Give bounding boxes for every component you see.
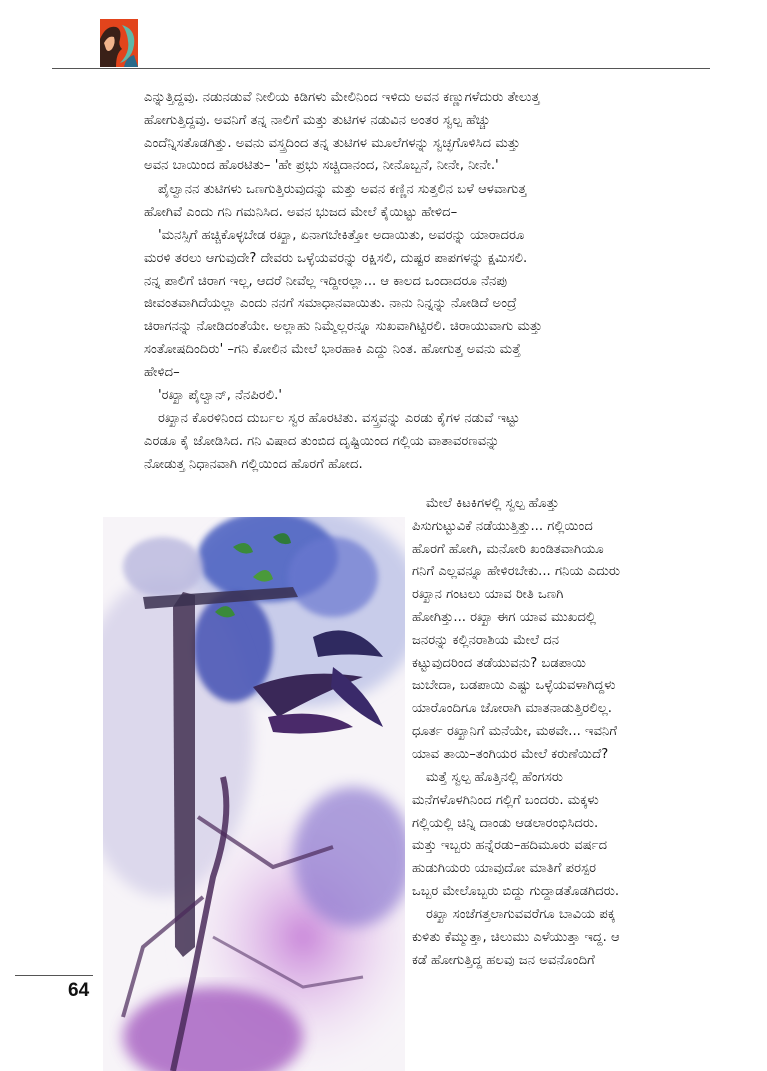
text-line: ಜುಬೇದಾ, ಬಡಪಾಯಿ ಎಷ್ಟು ಒಳ್ಳೆಯವಳಾಗಿದ್ದಳು xyxy=(412,678,616,694)
text-line: ಕಟ್ಟುವುದರಿಂದ ತಡೆಯುವನು? ಬಡಪಾಯಿ xyxy=(412,655,587,671)
text-line: ರಖ್ಖಾನ ಗಂಟಲು ಯಾವ ರೀತಿ ಒಣಗಿ xyxy=(412,587,564,603)
header-rule xyxy=(52,68,710,69)
footer-rule xyxy=(15,975,93,976)
text-line: ಯಾವ ತಾಯಿ–ತಂಗಿಯರ ಮೇಲೆ ಕರುಣೆಯಿದೆ? xyxy=(412,746,609,762)
text-line: ಹೋಗಿತ್ತು... ರಖ್ಖಾ ಈಗ ಯಾವ ಮುಖದಲ್ಲಿ xyxy=(412,609,596,625)
text-line: ಹೋಗಿವೆ ಎಂದು ಗನಿ ಗಮನಿಸಿದ. ಅವನ ಭುಜದ ಮೇಲೆ ಕೈಯಿಟ್ಟು ಹೇಳಿದ– xyxy=(144,204,458,220)
paragraph-5 xyxy=(144,408,520,476)
text-line: ರಖ್ಖಾ ಸಂಜೆಗತ್ತಲಾಗುವವರೆಗೂ ಬಾವಿಯ ಪಕ್ಕ xyxy=(426,907,616,922)
text-line: ಅವನ ಬಾಯಿಂದ ಹೊರಟಿತು– 'ಹೇ ಪ್ರಭು ಸಚ್ಚಿದಾನಂದ, ನೀನೊಬ್ಬನೆ, ನೀನೇ, ನೀನೇ.' xyxy=(144,158,499,174)
page-number: 64 xyxy=(68,980,90,1001)
text-line: ಹೋಗುತ್ತಿದ್ದವು. ಅವನಿಗೆ ತನ್ನ ನಾಲಿಗೆ ಮತ್ತು ತುಟಿಗಳ ನಡುವಿನ ಅಂತರ ಸ್ವಲ್ಪ ಹೆಚ್ಚು xyxy=(144,112,491,128)
paragraph-4 xyxy=(144,385,282,408)
text-line: ಒಬ್ಬರ ಮೇಲೊಬ್ಬರು ಬಿದ್ದು ಗುದ್ದಾಡತೊಡಗಿದರು. xyxy=(412,883,620,899)
text-line: ಜನರನ್ನು ಕಲ್ಲಿನರಾಶಿಯ ಮೇಲೆ ದನ xyxy=(412,632,560,648)
text-line: ಪಿಸುಗುಟ್ಟುವಿಕೆ ನಡೆಯುತ್ತಿತ್ತು... ಗಲ್ಲಿಯಿಂದ xyxy=(412,518,593,534)
text-line: ಚಿರಾಗನನ್ನು ನೋಡಿದಂತೆಯೇ. ಅಲ್ಲಾಹು ನಿಮ್ಮೆಲ್ಲರನ್ನೂ ಸುಖವಾಗಿಟ್ಟಿರಲಿ. ಚಿರಾಯುವಾಗು ಮತ್ತು xyxy=(144,319,543,335)
text-line: ನೋಡುತ್ತ ನಿಧಾನವಾಗಿ ಗಲ್ಲಿಯಿಂದ ಹೊರಗೆ ಹೋದ. xyxy=(144,456,363,472)
text-line: ಸಂತೋಷದಿಂದಿರು' –ಗನಿ ಕೋಲಿನ ಮೇಲೆ ಭಾರಹಾಕಿ ಎದ್ದು ನಿಂತ. ಹೋಗುತ್ತ ಅವನು ಮತ್ತೆ xyxy=(144,341,521,357)
text-line: ಹುಡುಗಿಯರು ಯಾವುದೋ ಮಾತಿಗೆ ಪರಸ್ಪರ xyxy=(412,861,597,877)
text-line: ಕುಳಿತು ಕೆಮ್ಮುತ್ತಾ, ಚಿಲುಮು ಎಳೆಯುತ್ತಾ ಇದ್ದ. ಆ xyxy=(412,929,620,945)
paragraph-3 xyxy=(144,225,542,385)
text-line: ನನ್ನ ಪಾಲಿಗೆ ಚಿರಾಗ ಇಲ್ಲ, ಆದರೆ ನೀವೆಲ್ಲ ಇದ್ದೀರಲ್ಲಾ... ಆ ಕಾಲದ ಒಂದಾದರೂ ನೆನಪು xyxy=(144,273,508,289)
text-line: ಎರಡೂ ಕೈ ಜೋಡಿಸಿದ. ಗನಿ ವಿಷಾದ ತುಂಬಿದ ದೃಷ್ಟಿಯಿಂದ ಗಲ್ಲಿಯ ವಾತಾವರಣವನ್ನು xyxy=(144,433,500,449)
paragraph-2 xyxy=(144,179,527,225)
text-line: ಗನಿಗೆ ಎಲ್ಲವನ್ನೂ ಹೇಳಿರಬೇಕು... ಗನಿಯ ಎದುರು xyxy=(412,564,621,580)
text-line: ಧೂರ್ತ ರಖ್ಖಾನಿಗೆ ಮನೆಯೇ, ಮಠವೇ... ಇವನಿಗೆ xyxy=(412,723,618,739)
text-line: ಪೈಲ್ವಾನನ ತುಟಿಗಳು ಒಣಗುತ್ತಿರುವುದನ್ನು ಮತ್ತು ಅವನ ಕಣ್ಣಿನ ಸುತ್ತಲಿನ ಬಳೆ ಆಳವಾಗುತ್ತ xyxy=(158,182,527,197)
text-line: 'ರಖ್ಖಾ ಪೈಲ್ವಾನ್, ನೆನಪಿರಲಿ.' xyxy=(158,388,282,403)
text-line: ಹೇಳಿದ– xyxy=(144,364,180,380)
watercolor-window-tree-illustration xyxy=(103,517,405,1071)
text-line: ಮತ್ತೆ ಸ್ವಲ್ಪ ಹೊತ್ತಿನಲ್ಲಿ ಹೆಂಗಸರು xyxy=(426,770,563,785)
paragraph-1 xyxy=(144,87,540,178)
text-line: ಕಡೆ ಹೋಗುತ್ತಿದ್ದ ಹಲವು ಜನ ಅವನೊಂದಿಗೆ xyxy=(412,952,595,968)
text-line: ಯಾರೊಂದಿಗೂ ಜೋರಾಗಿ ಮಾತನಾಡುತ್ತಿರಲಿಲ್ಲ. xyxy=(412,701,612,717)
text-line: 'ಮನಸ್ಸಿಗೆ ಹಚ್ಚಿಕೊಳ್ಳಬೇಡ ರಖ್ಖಾ, ಏನಾಗಬೇಕಿತ್ತೋ ಅದಾಯಿತು, ಅವರನ್ನು ಯಾರಾದರೂ xyxy=(158,228,525,243)
text-line: ಗಲ್ಲಿಯಲ್ಲಿ ಚಿನ್ನಿ ದಾಂಡು ಆಡಲಾರಂಭಿಸಿದರು. xyxy=(412,815,599,831)
text-line: ಮನೆಗಳೊಳಗಿನಿಂದ ಗಲ್ಲಿಗೆ ಬಂದರು. ಮಕ್ಕಳು xyxy=(412,792,599,808)
illustration xyxy=(103,517,405,1071)
paragraph-7 xyxy=(412,767,619,904)
logo xyxy=(100,19,138,67)
text-line: ಜೀವಂತವಾಗಿದೆಯಲ್ಲಾ ಎಂದು ನನಗೆ ಸಮಾಧಾನವಾಯಿತು. ನಾನು ನಿನ್ನನ್ನು ನೋಡಿದೆ ಅಂದ್ರೆ xyxy=(144,296,517,312)
text-line: ಮತ್ತು ಇಬ್ಬರು ಹನ್ನೆರಡು–ಹದಿಮೂರು ವರ್ಷದ xyxy=(412,838,608,854)
text-line: ಎಂದೆನ್ನಿಸತೊಡಗಿತ್ತು. ಅವನು ವಸ್ತ್ರದಿಂದ ತನ್ನ ತುಟಿಗಳ ಮೂಲೆಗಳನ್ನು ಸ್ವಚ್ಛಗೊಳಿಸಿದ ಮತ್ತು xyxy=(144,135,521,151)
paragraph-8 xyxy=(412,904,620,972)
woman-profile-crescent-icon xyxy=(100,19,138,67)
text-line: ಮೇಲೆ ಕಿಟಕಿಗಳಲ್ಲಿ ಸ್ವಲ್ಪ ಹೊತ್ತು xyxy=(426,496,560,511)
paragraph-6 xyxy=(412,493,620,767)
text-line: ಎನ್ನುತ್ತಿದ್ದವು. ನಡುನಡುವೆ ನೀಲಿಯ ಕಿಡಿಗಳು ಮೇಲಿನಿಂದ ಇಳಿದು ಅವನ ಕಣ್ಣುಗಳೆದುರು ತೇಲುತ್ತ xyxy=(144,90,540,105)
text-line: ರಖ್ಖಾನ ಕೊರಳಿನಿಂದ ದುರ್ಬಲ ಸ್ವರ ಹೊರಟಿತು. ವಸ್ತ್ರವನ್ನು ಎರಡು ಕೈಗಳ ನಡುವೆ ಇಟ್ಟು xyxy=(158,411,520,426)
text-line: ಹೊರಗೆ ಹೋಗಿ, ಮನೋರಿ ಖಂಡಿತವಾಗಿಯೂ xyxy=(412,541,604,557)
text-line: ಮರಳಿ ತರಲು ಆಗುವುದೇ? ದೇವರು ಒಳ್ಳೆಯವರನ್ನು ರಕ್ಷಿಸಲಿ, ದುಷ್ಟರ ಪಾಪಗಳನ್ನು ಕ್ಷಮಿಸಲಿ. xyxy=(144,250,528,266)
